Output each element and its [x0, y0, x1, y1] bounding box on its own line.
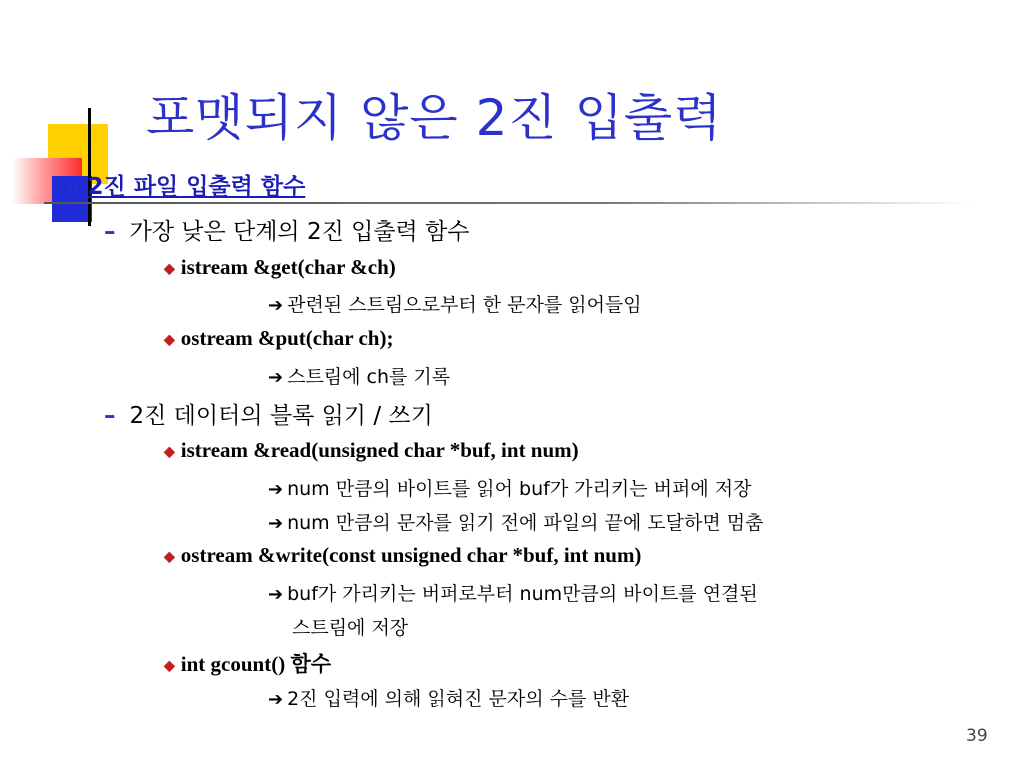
get-signature: istream &get(char &ch) — [180, 255, 396, 279]
write-description-1: buf가 가리키는 버퍼로부터 num만큼의 바이트를 연결된 — [287, 583, 758, 605]
subheading-low-level — [104, 213, 470, 246]
gcount-description: 2진 입력에 의해 읽혀진 문자의 수를 반환 — [287, 688, 630, 710]
arrow-right-icon: ➔ — [268, 479, 284, 500]
list-item-write — [164, 543, 641, 568]
title-underline-divider — [44, 202, 974, 204]
arrow-right-icon: ➔ — [268, 513, 284, 534]
list-item-read-desc-2 — [268, 508, 763, 535]
list-item-write-desc — [268, 579, 758, 606]
diamond-bullet-icon: ◆ — [164, 658, 175, 674]
read-description-2: num 만큼의 문자를 읽기 전에 파일의 끝에 도달하면 멈춤 — [287, 512, 764, 534]
decor-vertical-line — [88, 108, 91, 226]
page-number: 39 — [966, 726, 988, 746]
put-signature: ostream &put(char ch); — [180, 326, 394, 350]
list-item-read — [164, 438, 579, 463]
write-description-2: 스트림에 저장 — [292, 617, 409, 639]
list-item-write-desc-cont — [292, 613, 408, 640]
heading-text: 2진 파일 입출력 함수 — [87, 174, 306, 200]
square-bullet-icon: ㅁ — [66, 182, 80, 198]
list-item-read-desc-1 — [268, 474, 751, 501]
arrow-right-icon: ➔ — [268, 689, 284, 710]
diamond-bullet-icon: ◆ — [164, 549, 175, 565]
list-item-put-desc — [268, 362, 450, 389]
list-item-get-desc — [268, 290, 642, 317]
diamond-bullet-icon: ◆ — [164, 332, 175, 348]
dash-bullet-icon: – — [104, 403, 116, 429]
arrow-right-icon: ➔ — [268, 367, 284, 388]
list-item-gcount-desc — [268, 684, 629, 711]
heading-item — [66, 168, 305, 201]
diamond-bullet-icon: ◆ — [164, 444, 175, 460]
slide-title: 포맷되지 않은 2진 입출력 — [146, 89, 723, 147]
diamond-bullet-icon: ◆ — [164, 261, 175, 277]
list-item-put — [164, 326, 393, 351]
list-item-gcount — [164, 648, 331, 678]
arrow-right-icon: ➔ — [268, 584, 284, 605]
arrow-right-icon: ➔ — [268, 295, 284, 316]
gcount-signature: int gcount() 함수 — [180, 652, 332, 676]
subheading-text: 가장 낮은 단계의 2진 입출력 함수 — [129, 219, 470, 245]
get-description: 관련된 스트림으로부터 한 문자를 읽어들임 — [287, 294, 642, 316]
read-description-1: num 만큼의 바이트를 읽어 buf가 가리키는 버퍼에 저장 — [287, 478, 752, 500]
subheading-text: 2진 데이터의 블록 읽기 / 쓰기 — [129, 403, 433, 429]
put-description: 스트림에 ch를 기록 — [287, 366, 451, 388]
read-signature: istream &read(unsigned char *buf, int num) — [180, 438, 579, 462]
subheading-block-io — [104, 397, 433, 430]
list-item-get — [164, 255, 396, 280]
write-signature: ostream &write(const unsigned char *buf, int num) — [180, 543, 642, 567]
dash-bullet-icon: – — [104, 219, 116, 245]
